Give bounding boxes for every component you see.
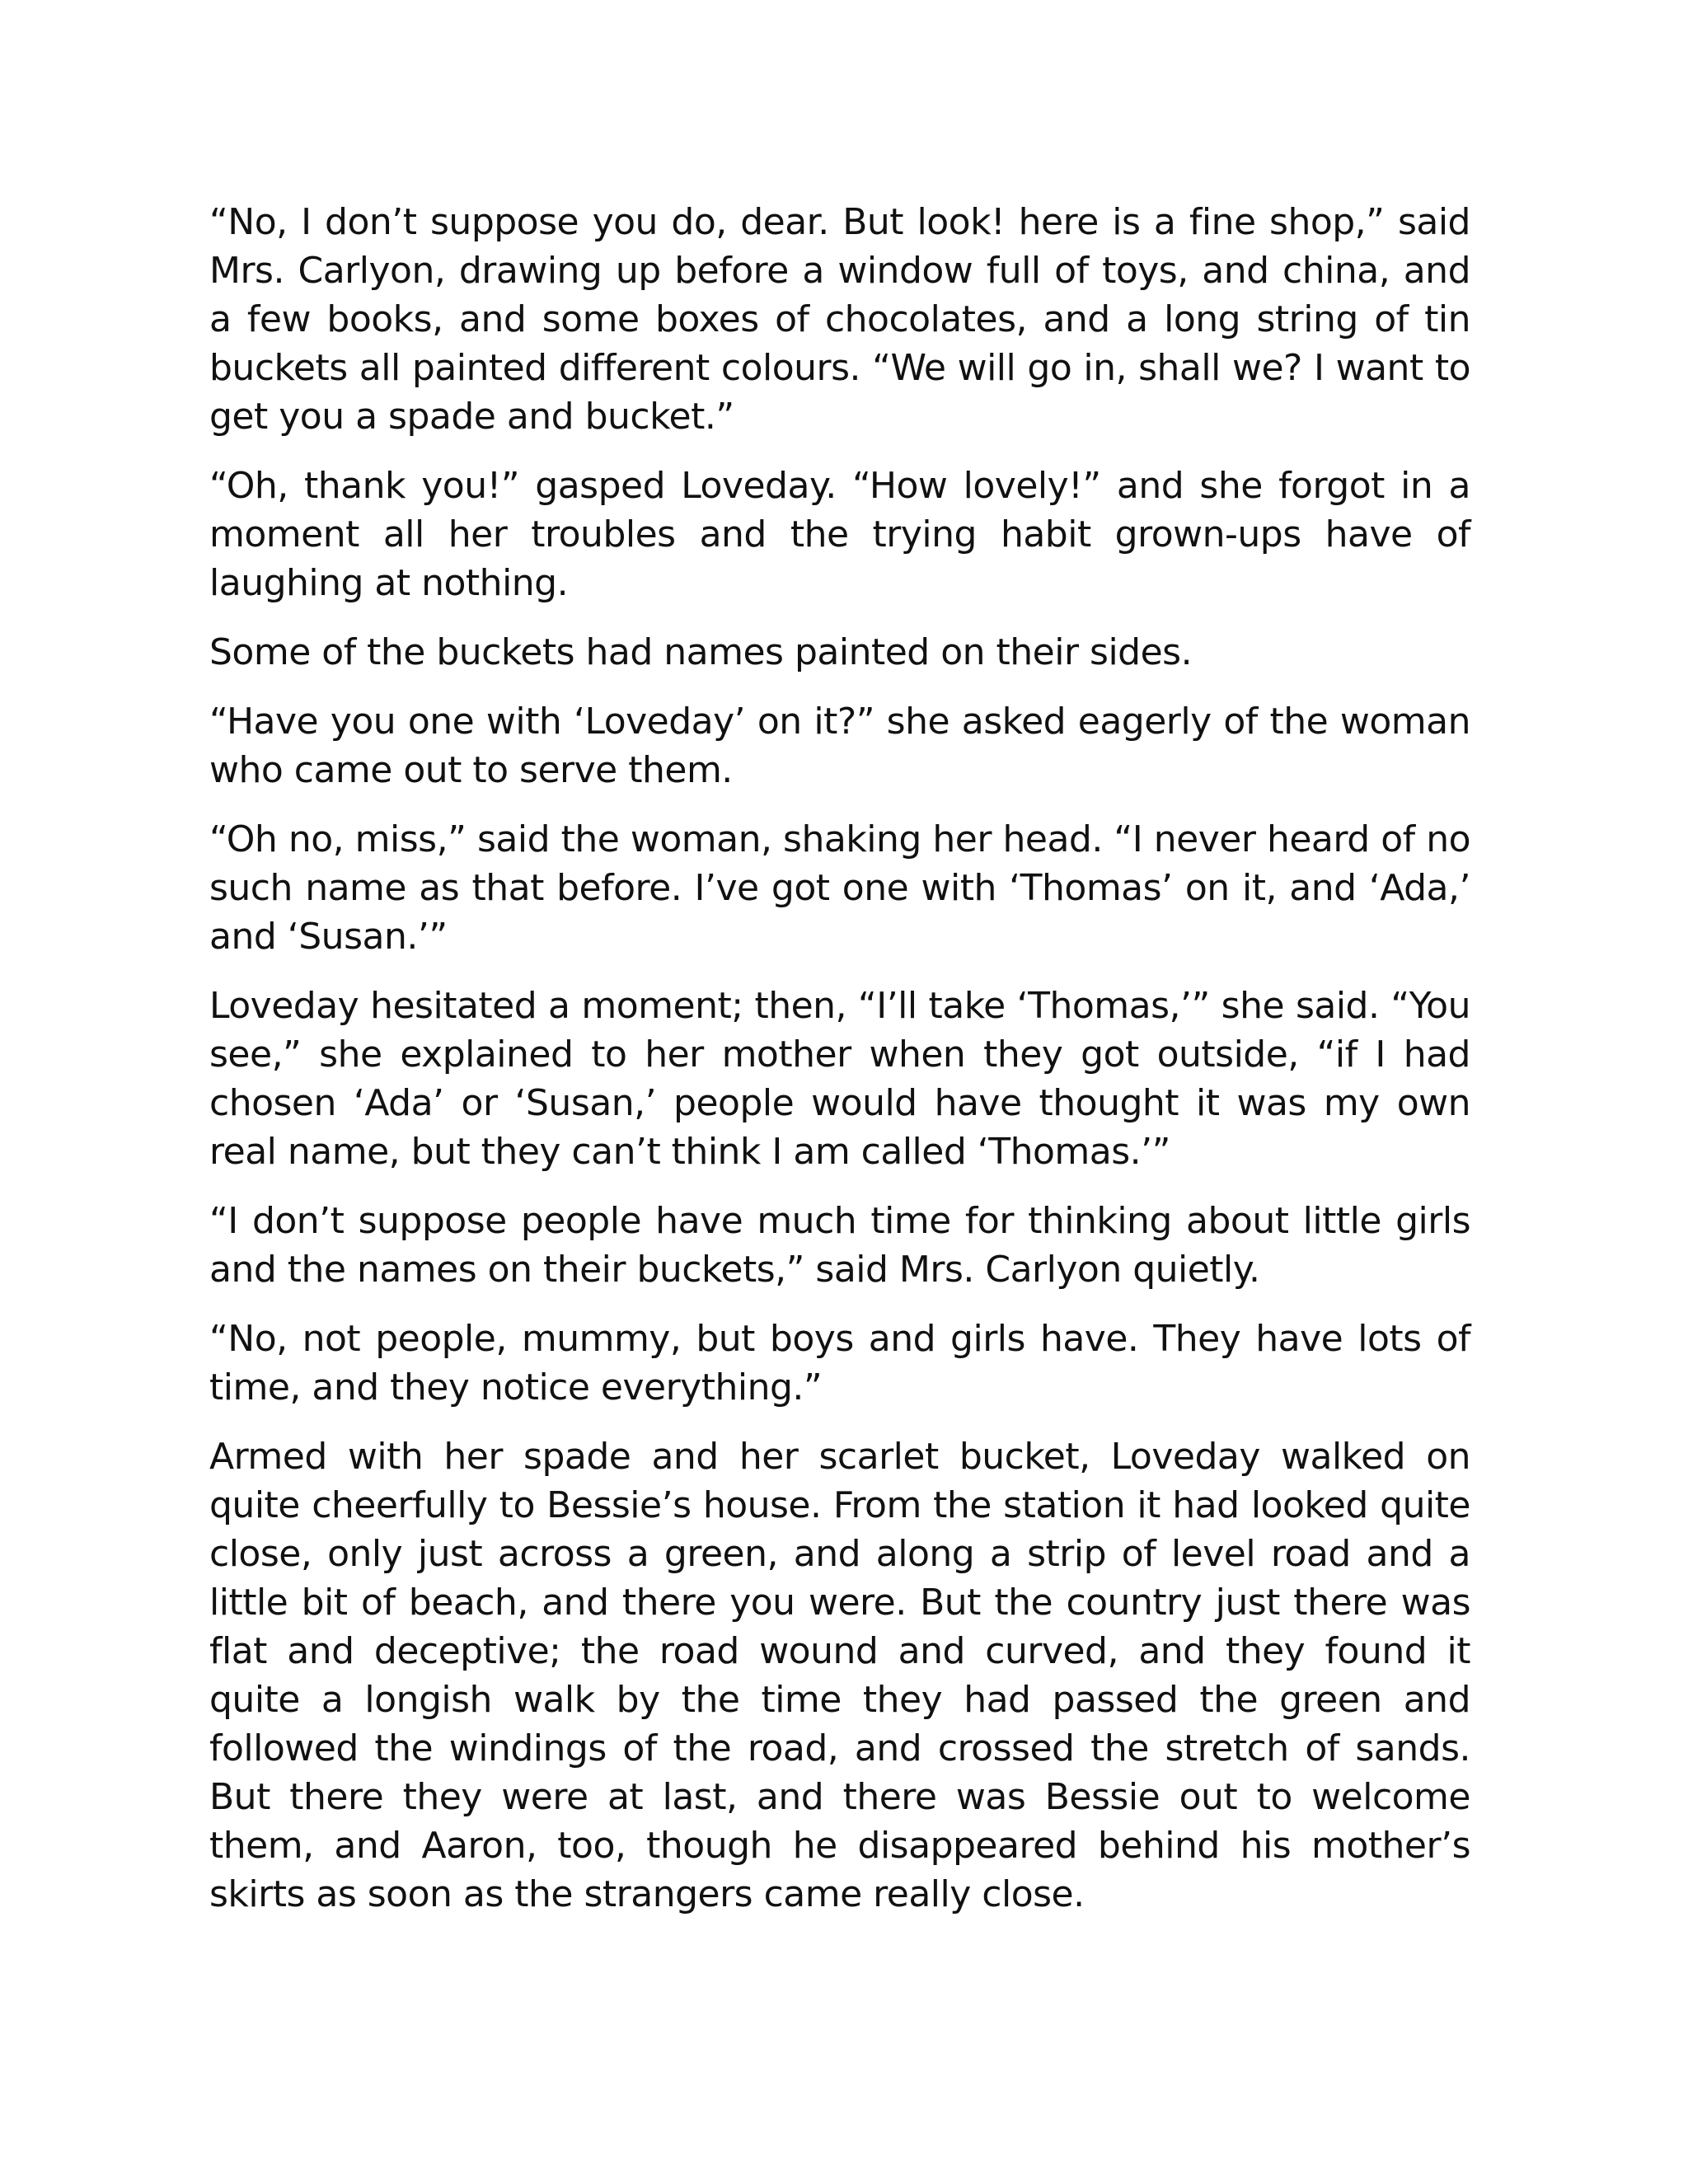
paragraph-9: Armed with her spade and her scarlet bucket, Loveday walked on quite cheerfully to Bessie’s house. From the station it had looked quite close, only just across a green, and along a strip of level road and a little bit of beach, and there you were. But the country just there was flat and deceptive; the road wound and curved, and they found it quite a longish walk by the time they had passed the green and followed the windings of the road, and crossed the stretch of sands. But there they were at last, and there was Bessie out to welcome them, and Aaron, too, though he disappeared behind his mother’s skirts as soon as the strangers came really close. (209, 1436, 1470, 1915)
paragraph-6: Loveday hesitated a moment; then, “I’ll take ‘Thomas,’” she said. “You see,” she explained to her mother when they got outside, “if I had chosen ‘Ada’ or ‘Susan,’ people would have thought it was my own real name, but they can’t think I am called ‘Thomas.’” (209, 985, 1470, 1173)
paragraph-1: “No, I don’t suppose you do, dear. But look! here is a fine shop,” said Mrs. Carlyon, drawing up before a window full of toys, and china, and a few books, and some boxes of chocolates, and a long string of tin buckets all painted different colours. “We will go in, shall we? I want to get you a spade and bucket.” (209, 201, 1470, 438)
paragraph-7: “I don’t suppose people have much time for thinking about little girls and the names on their buckets,” said Mrs. Carlyon quietly. (209, 1200, 1470, 1291)
paragraph-5: “Oh no, miss,” said the woman, shaking her head. “I never heard of no such name as that before. I’ve got one with ‘Thomas’ on it, and ‘Ada,’ and ‘Susan.’” (209, 818, 1470, 958)
paragraph-3: Some of the buckets had names painted on their sides. (209, 631, 1193, 673)
paragraph-4: “Have you one with ‘Loveday’ on it?” she asked eagerly of the woman who came out to serve them. (209, 701, 1470, 791)
paragraph-8: “No, not people, mummy, but boys and girls have. They have lots of time, and they notice everything.” (209, 1318, 1470, 1408)
page-body-text (209, 198, 1470, 1939)
paragraph-2: “Oh, thank you!” gasped Loveday. “How lovely!” and she forgot in a moment all her troubles and the trying habit grown-ups have of laughing at nothing. (209, 465, 1470, 604)
